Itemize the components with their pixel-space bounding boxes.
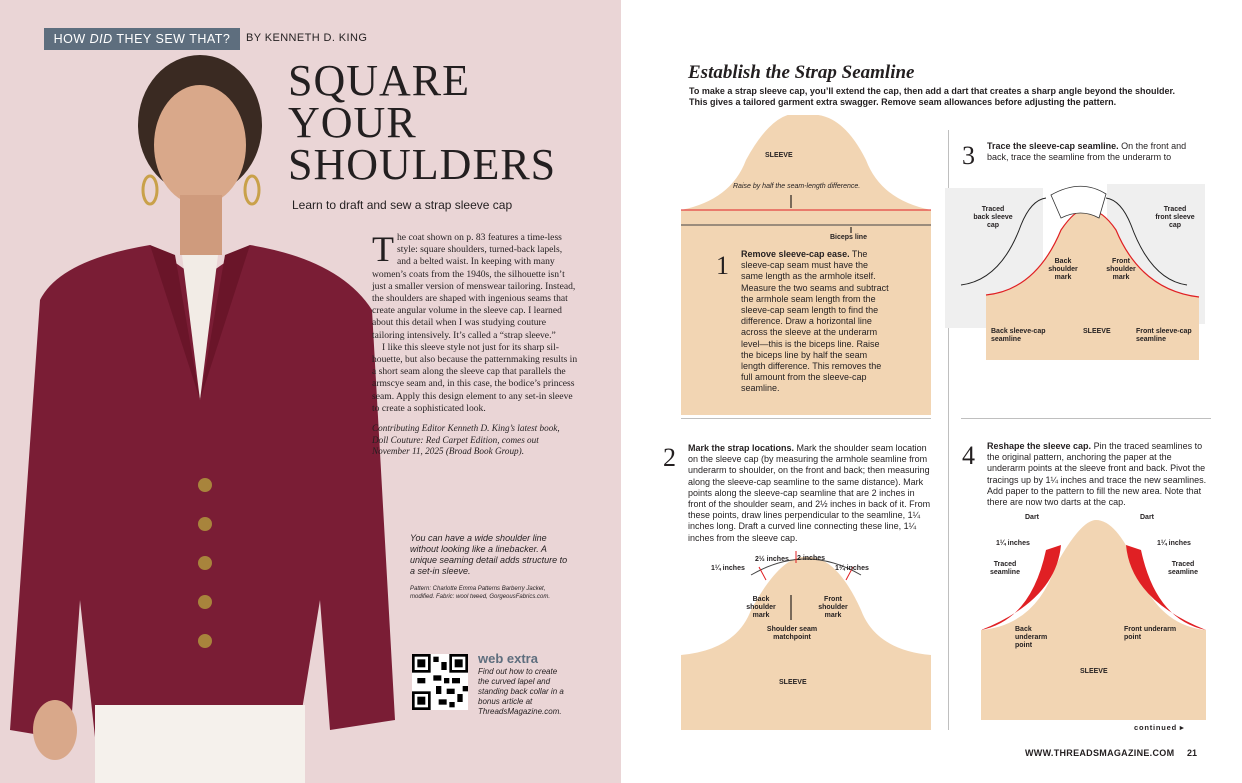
tag-italic: DID xyxy=(89,32,113,46)
fig4-inches-right: 1¼ inches xyxy=(1157,540,1191,547)
fig3-front-seam: Front sleeve-cap seamline xyxy=(1136,328,1192,343)
para1-text: he coat shown on p. 83 features a time-less style: square shoulders, turned-back lapels, and a belted waist. In keeping with many women’s coats from the 1940s, the silhouette isn’t just a smaller version of menswear tailoring. Instead, the shoulders are shaped with ingenious seams that create angular volume in the sleeve cap. I learned about this detail when I was studying couture tailoring intensively. It’s called a “strap sleeve.” xyxy=(372,232,576,341)
fig4-sleeve-label: SLEEVE xyxy=(1080,668,1108,675)
title-line: YOUR xyxy=(288,98,417,147)
step-heading: Remove sleeve-cap ease. xyxy=(741,249,850,259)
fig2-seam-match: Shoulder seam matchpoint xyxy=(766,626,818,641)
fig2-front-span: 2 inches xyxy=(797,555,826,562)
title-line: SHOULDERS xyxy=(288,140,557,189)
web-extra xyxy=(478,651,568,717)
fig4-front-under: Front underarm point xyxy=(1124,626,1177,641)
photo-caption xyxy=(410,533,570,601)
qr-code-icon[interactable] xyxy=(412,654,468,710)
fig3-traced-front: Traced front sleeve cap xyxy=(1155,206,1195,229)
step-text: The sleeve-cap seam must have the same length as the armhole itself. Measure the two seams and subtract the armhole seam length from the sleeve-cap seam length to find the difference. Draw a horizontal line across the sleeve at the underarm level—this is the biceps line. Raise the biceps line by half the seam length difference. This removes the full amount from the sleeve-cap seamline. xyxy=(741,249,889,394)
step-number: 4 xyxy=(962,441,975,470)
step-1 xyxy=(716,249,891,395)
fig3-front-mark: Front shoulder mark xyxy=(1106,258,1136,281)
fig4-traced-left: Traced seamline xyxy=(990,561,1020,576)
step-text: Mark the shoulder seam location on the sleeve cap (by measuring the armhole seamline from underarm to shoulder, on the front and back; then measuring along the sleeve-cap seamline to the same distance). Mark points along the sleeve-cap seamline that are 2 inches in front of the shoulder seam, and 2½ inches in back of it. From these points, draw lines perpendicular to the seamline, 1¼ inches long. Draft a curved line connecting these line, 1¼ inches from the sleeve cap. xyxy=(688,443,931,543)
fig4-back-under: Back underarm point xyxy=(1015,626,1048,649)
fig2-front-mark: Front shoulder mark xyxy=(818,596,848,619)
fig2-back-mark: Back shoulder mark xyxy=(746,596,776,619)
section-intro: To make a strap sleeve cap, you’ll extend the cap, then add a dart that creates a sharp angle beyond the shoulder. This gives a tailored garment extra swagger. Remove seam allowances before adjusting the pattern. xyxy=(689,86,1175,107)
fig4-dart-right: Dart xyxy=(1140,514,1155,521)
step-number: 1 xyxy=(716,251,729,280)
fig4-dart-left: Dart xyxy=(1025,514,1040,521)
title-line: SQUARE xyxy=(288,56,471,105)
fig1-sleeve-label: SLEEVE xyxy=(765,152,793,159)
tag-prefix: HOW xyxy=(53,32,90,46)
body-paragraph xyxy=(372,229,578,342)
web-extra-text: Find out how to create the curved lapel and standing back collar in a bonus article at ThreadsMagazine.com. xyxy=(478,667,564,716)
step-text: Pin the traced seamlines to the original pattern, anchoring the paper at the underarm points at the sleeve front and back. Pivot the tracings up by 1¼ inches and trace the new seamlines. Add paper to the pattern to fill the new area. Note that there are now two darts at the cap. xyxy=(987,441,1207,508)
byline: BY KENNETH D. KING xyxy=(246,32,368,44)
fig2-right-inches: 1¼ inches xyxy=(835,565,869,572)
article-title xyxy=(288,56,557,189)
continued-text: continued xyxy=(1134,723,1178,732)
fig3-sleeve-label: SLEEVE xyxy=(1083,328,1111,335)
fig1-biceps-label: Biceps line xyxy=(830,234,867,241)
fig4-inches-left: 1¼ inches xyxy=(996,540,1030,547)
fig4-traced-right: Traced seamline xyxy=(1168,561,1198,576)
row-divider xyxy=(961,418,1211,419)
step-number: 3 xyxy=(962,141,975,170)
step-heading: Trace the sleeve-cap seamline. xyxy=(987,141,1119,151)
article-body xyxy=(372,229,578,458)
step-3 xyxy=(962,141,1202,170)
continued-label xyxy=(1134,723,1185,732)
arrow-right-icon: ▸ xyxy=(1179,723,1185,732)
row-divider xyxy=(681,418,931,419)
step-heading: Mark the strap locations. xyxy=(688,443,795,453)
caption-credit: Pattern: Charlotte Emma Patterns Barberry Jacket, modified. Fabric: wool tweed, GorgeousFabrics.com. xyxy=(410,586,551,600)
section-title: Establish the Strap Seamline xyxy=(688,62,915,83)
page-number: 21 xyxy=(1187,748,1198,758)
fig2-left-inches: 1¼ inches xyxy=(711,565,745,572)
fig2-sleeve-label: SLEEVE xyxy=(779,679,807,686)
caption-text: You can have a wide shoulder line without looking like a linebacker. A unique seaming detail adds structure to a set-in sleeve. xyxy=(410,533,568,576)
web-extra-title: web extra xyxy=(478,651,538,666)
fig3-back-seam: Back sleeve-cap seamline xyxy=(991,328,1046,343)
fig3-traced-back: Traced back sleeve cap xyxy=(973,206,1013,229)
tag-suffix: THEY SEW THAT? xyxy=(112,32,231,46)
footer-url: WWW.THREADSMAGAZINE.COM xyxy=(1025,748,1175,758)
figure-4-diagram xyxy=(981,520,1206,720)
right-page xyxy=(621,0,1242,783)
step-number: 2 xyxy=(663,443,676,472)
fig3-back-mark: Back shoulder mark xyxy=(1048,258,1078,281)
department-tag xyxy=(44,28,240,50)
author-credit: Contributing Editor Kenneth D. King’s latest book, Doll Couture: Red Carpet Edition, comes out November 11, 2025 (Broad Book Group). xyxy=(372,423,560,457)
step-heading: Reshape the sleeve cap. xyxy=(987,441,1092,451)
step-4 xyxy=(962,441,1207,508)
step-text: On the front and back, trace the seamline from the underarm to xyxy=(987,141,1187,163)
body-paragraph: I like this sleeve style not just for its sharp sil-houette, but also because the patternmaking results in a short seam along the sleeve cap that parallels the armscye seam and, in this case, the bodice’s princess seam. Apply this design element to any set-in sleeve to create a sophisticated look. xyxy=(372,341,578,414)
article-deck: Learn to draft and sew a strap sleeve cap xyxy=(292,198,513,212)
fig2-back-span: 2½ inches xyxy=(755,556,789,563)
fig1-raise-label: Raise by half the seam-length difference. xyxy=(733,183,861,190)
step-2 xyxy=(663,443,933,544)
dropcap: T xyxy=(372,229,394,269)
